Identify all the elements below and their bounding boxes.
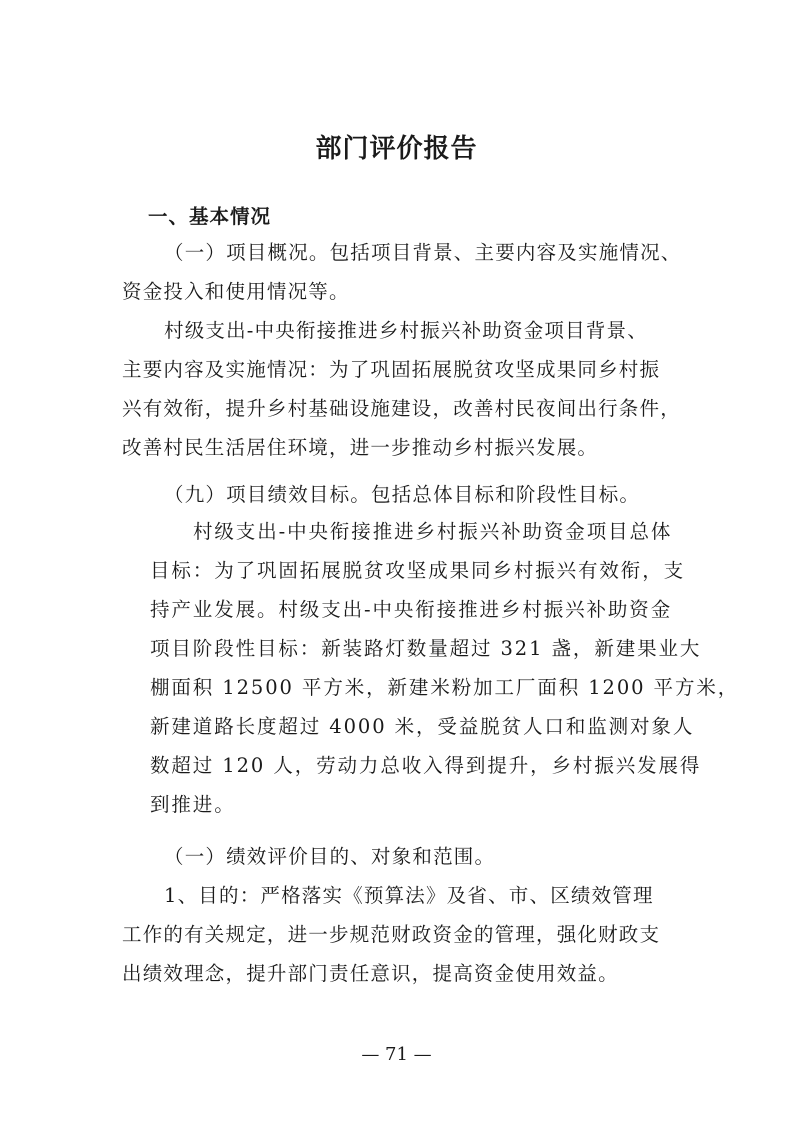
paragraph-line: 数超过 120 人，劳动力总收入得到提升，乡村振兴发展得	[150, 754, 702, 777]
paragraph-line: 到推进。	[150, 793, 236, 816]
paragraph-line: 新建道路长度超过 4000 米，受益脱贫人口和监测对象人	[150, 715, 695, 738]
paragraph-line: 出绩效理念，提升部门责任意识，提高资金使用效益。	[122, 962, 619, 985]
paragraph-line: 项目阶段性目标：新装路灯数量超过 321 盏，新建果业大	[150, 637, 702, 660]
paragraph-line: 村级支出-中央衔接推进乡村振兴补助资金项目总体	[193, 520, 673, 543]
paragraph-line: 改善村民生活居住环境，进一步推动乡村振兴发展。	[122, 436, 599, 459]
paragraph-line: 资金投入和使用情况等。	[122, 280, 350, 303]
paragraph-line: 棚面积 12500 平方米，新建米粉加工厂面积 1200 平方米，	[150, 676, 740, 699]
paragraph-line: 1、目的：严格落实《预算法》及省、市、区绩效管理	[164, 884, 654, 907]
page-number: — 71 —	[361, 1044, 432, 1065]
section-heading-basic-info: 一、基本情况	[148, 205, 272, 228]
paragraph-line: 兴有效衔，提升乡村基础设施建设，改善村民夜间出行条件，	[122, 397, 681, 420]
paragraph-line: （一）绩效评价目的、对象和范围。	[164, 845, 496, 868]
paragraph-line: （九）项目绩效目标。包括总体目标和阶段性目标。	[164, 483, 641, 506]
paragraph-line: 村级支出-中央衔接推进乡村振兴补助资金项目背景、	[164, 319, 648, 342]
paragraph-line: 持产业发展。村级支出-中央衔接推进乡村振兴补助资金	[150, 598, 673, 621]
page-title: 部门评价报告	[315, 134, 478, 164]
paragraph-line: 主要内容及实施情况：为了巩固拓展脱贫攻坚成果同乡村振	[122, 358, 661, 381]
paragraph-line: （一）项目概况。包括项目背景、主要内容及实施情况、	[164, 241, 682, 264]
paragraph-line: 工作的有关规定，进一步规范财政资金的管理，强化财政支	[122, 923, 661, 946]
paragraph-line: 目标：为了巩固拓展脱贫攻坚成果同乡村振兴有效衔，支	[150, 559, 686, 582]
